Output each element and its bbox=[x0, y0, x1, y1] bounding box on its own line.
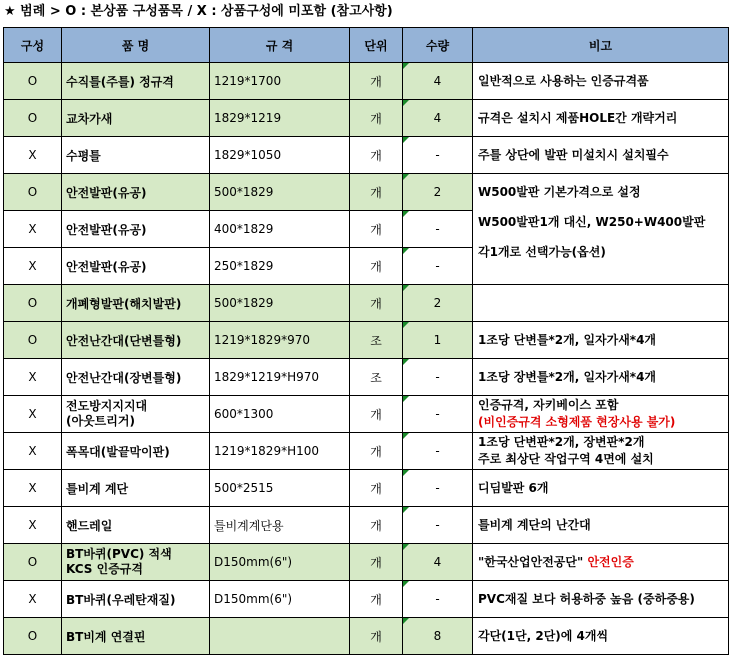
table-row bbox=[4, 322, 729, 359]
header-name: 품 명 bbox=[62, 28, 210, 63]
type-cell: X bbox=[4, 248, 62, 285]
header-qty: 수량 bbox=[403, 28, 473, 63]
table-row bbox=[4, 544, 729, 581]
unit-cell: 개 bbox=[350, 63, 403, 100]
spec-cell: 1219*1700 bbox=[210, 63, 350, 100]
qty-cell: 4 bbox=[403, 544, 473, 581]
note-cell: 틀비계 계단의 난간대 bbox=[473, 507, 729, 544]
table-row bbox=[4, 396, 729, 433]
qty-cell: 8 bbox=[403, 618, 473, 655]
unit-cell: 조 bbox=[350, 359, 403, 396]
qty-cell: 4 bbox=[403, 100, 473, 137]
table-row bbox=[4, 433, 729, 470]
table-row bbox=[4, 174, 729, 211]
spec-cell: D150mm(6") bbox=[210, 544, 350, 581]
qty-cell: 4 bbox=[403, 63, 473, 100]
note-cell: 각단(1단, 2단)에 4개씩 bbox=[473, 618, 729, 655]
spec-cell: 1829*1050 bbox=[210, 137, 350, 174]
unit-cell: 개 bbox=[350, 100, 403, 137]
qty-cell: - bbox=[403, 211, 473, 248]
note-cell bbox=[473, 433, 729, 470]
merged-note-line: W500발판1개 대신, W250+W400발판 bbox=[478, 215, 706, 229]
note-cell bbox=[473, 285, 729, 322]
table-row bbox=[4, 507, 729, 544]
type-cell: O bbox=[4, 618, 62, 655]
spec-cell: 1829*1219*H970 bbox=[210, 359, 350, 396]
name-cell: BT비계 연결핀 bbox=[62, 618, 210, 655]
qty-cell: - bbox=[403, 396, 473, 433]
type-cell: X bbox=[4, 211, 62, 248]
type-cell: X bbox=[4, 396, 62, 433]
type-cell: O bbox=[4, 285, 62, 322]
unit-cell: 개 bbox=[350, 544, 403, 581]
unit-cell: 조 bbox=[350, 322, 403, 359]
header-note: 비고 bbox=[473, 28, 729, 63]
merged-note-line: W500발판 기본가격으로 설정 bbox=[478, 185, 641, 199]
type-cell: X bbox=[4, 433, 62, 470]
qty-cell: - bbox=[403, 433, 473, 470]
unit-cell: 개 bbox=[350, 396, 403, 433]
spec-cell: 600*1300 bbox=[210, 396, 350, 433]
unit-cell: 개 bbox=[350, 174, 403, 211]
table-row bbox=[4, 100, 729, 137]
qty-cell: - bbox=[403, 507, 473, 544]
table-row bbox=[4, 63, 729, 100]
unit-cell: 개 bbox=[350, 470, 403, 507]
unit-cell: 개 bbox=[350, 137, 403, 174]
table-row bbox=[4, 359, 729, 396]
name-cell bbox=[62, 544, 210, 581]
note-cell: 주틀 상단에 발판 미설치시 설치필수 bbox=[473, 137, 729, 174]
table-row bbox=[4, 581, 729, 618]
note-warning: (비인증규격 소형제품 현장사용 불가) bbox=[478, 415, 676, 429]
name-cell: 틀비계 계단 bbox=[62, 470, 210, 507]
header-unit: 단위 bbox=[350, 28, 403, 63]
note-line: 1조당 단변판*2개, 장변판*2개 bbox=[478, 435, 645, 449]
qty-cell: 2 bbox=[403, 174, 473, 211]
merged-note-line: 각1개로 선택가능(옵션) bbox=[478, 245, 606, 259]
name-cell: BT바퀴(우레탄재질) bbox=[62, 581, 210, 618]
type-cell: X bbox=[4, 507, 62, 544]
legend-text: ★ 범례 > O : 본상품 구성품목 / X : 상품구성에 미포함 (참고사항) bbox=[4, 4, 393, 19]
name-cell: 안전발판(유공) bbox=[62, 174, 210, 211]
name-cell: 개폐형발판(해치발판) bbox=[62, 285, 210, 322]
type-cell: O bbox=[4, 100, 62, 137]
type-cell: X bbox=[4, 359, 62, 396]
note-cell: 일반적으로 사용하는 인증규격품 bbox=[473, 63, 729, 100]
name-cell: 안전난간대(장변틀형) bbox=[62, 359, 210, 396]
spec-cell: 1829*1219 bbox=[210, 100, 350, 137]
note-cert: 안전인증 bbox=[587, 554, 634, 569]
type-cell: O bbox=[4, 544, 62, 581]
spec-cell: 1219*1829*H100 bbox=[210, 433, 350, 470]
unit-cell: 개 bbox=[350, 618, 403, 655]
name-cell: 안전발판(유공) bbox=[62, 248, 210, 285]
note-cell: 1조당 단변틀*2개, 일자가새*4개 bbox=[473, 322, 729, 359]
qty-cell: - bbox=[403, 248, 473, 285]
qty-cell: - bbox=[403, 137, 473, 174]
name-line: 전도방지지지대 bbox=[66, 399, 148, 413]
name-cell: 수평틀 bbox=[62, 137, 210, 174]
type-cell: O bbox=[4, 174, 62, 211]
component-table bbox=[3, 27, 729, 655]
table-header bbox=[4, 28, 729, 63]
note-cell: PVC재질 보다 허용하중 높음 (중하중용) bbox=[473, 581, 729, 618]
qty-cell: - bbox=[403, 359, 473, 396]
spec-cell: 1219*1829*970 bbox=[210, 322, 350, 359]
note-cell bbox=[473, 544, 729, 581]
name-cell: 안전발판(유공) bbox=[62, 211, 210, 248]
note-cell: 규격은 설치시 제품HOLE간 개략거리 bbox=[473, 100, 729, 137]
spec-cell: 500*1829 bbox=[210, 285, 350, 322]
type-cell: O bbox=[4, 322, 62, 359]
table-row bbox=[4, 618, 729, 655]
note-cell bbox=[473, 396, 729, 433]
spec-cell: 500*2515 bbox=[210, 470, 350, 507]
spec-cell: 250*1829 bbox=[210, 248, 350, 285]
type-cell: X bbox=[4, 470, 62, 507]
unit-cell: 개 bbox=[350, 581, 403, 618]
qty-cell: 1 bbox=[403, 322, 473, 359]
name-cell: 안전난간대(단변틀형) bbox=[62, 322, 210, 359]
unit-cell: 개 bbox=[350, 433, 403, 470]
name-cell: 핸드레일 bbox=[62, 507, 210, 544]
header-spec: 규 격 bbox=[210, 28, 350, 63]
note-cell: 1조당 장변틀*2개, 일자가새*4개 bbox=[473, 359, 729, 396]
spec-cell bbox=[210, 618, 350, 655]
table-row bbox=[4, 285, 729, 322]
spec-cell: D150mm(6") bbox=[210, 581, 350, 618]
spec-cell: 500*1829 bbox=[210, 174, 350, 211]
spec-cell: 틀비계계단용 bbox=[210, 507, 350, 544]
unit-cell: 개 bbox=[350, 507, 403, 544]
spec-cell: 400*1829 bbox=[210, 211, 350, 248]
table-row bbox=[4, 137, 729, 174]
qty-cell: - bbox=[403, 470, 473, 507]
note-cell: 디딤발판 6개 bbox=[473, 470, 729, 507]
note-org: "한국산업안전공단" bbox=[478, 554, 584, 569]
name-line: BT바퀴(PVC) 적색 bbox=[66, 547, 172, 561]
type-cell: O bbox=[4, 63, 62, 100]
name-cell bbox=[62, 396, 210, 433]
unit-cell: 개 bbox=[350, 248, 403, 285]
table-row bbox=[4, 470, 729, 507]
header-type: 구성 bbox=[4, 28, 62, 63]
merged-note-cell bbox=[473, 174, 729, 285]
qty-cell: - bbox=[403, 581, 473, 618]
unit-cell: 개 bbox=[350, 211, 403, 248]
unit-cell: 개 bbox=[350, 285, 403, 322]
name-line: (아웃트리거) bbox=[66, 414, 135, 428]
name-cell: 교차가새 bbox=[62, 100, 210, 137]
name-cell: 수직틀(주틀) 정규격 bbox=[62, 63, 210, 100]
note-line: 주로 최상단 작업구역 4면에 설치 bbox=[478, 452, 654, 466]
name-cell: 폭목대(발끝막이판) bbox=[62, 433, 210, 470]
name-line: KCS 인증규격 bbox=[66, 562, 143, 576]
note-line: 인증규격, 자키베이스 포함 bbox=[478, 398, 619, 412]
type-cell: X bbox=[4, 137, 62, 174]
qty-cell: 2 bbox=[403, 285, 473, 322]
type-cell: X bbox=[4, 581, 62, 618]
